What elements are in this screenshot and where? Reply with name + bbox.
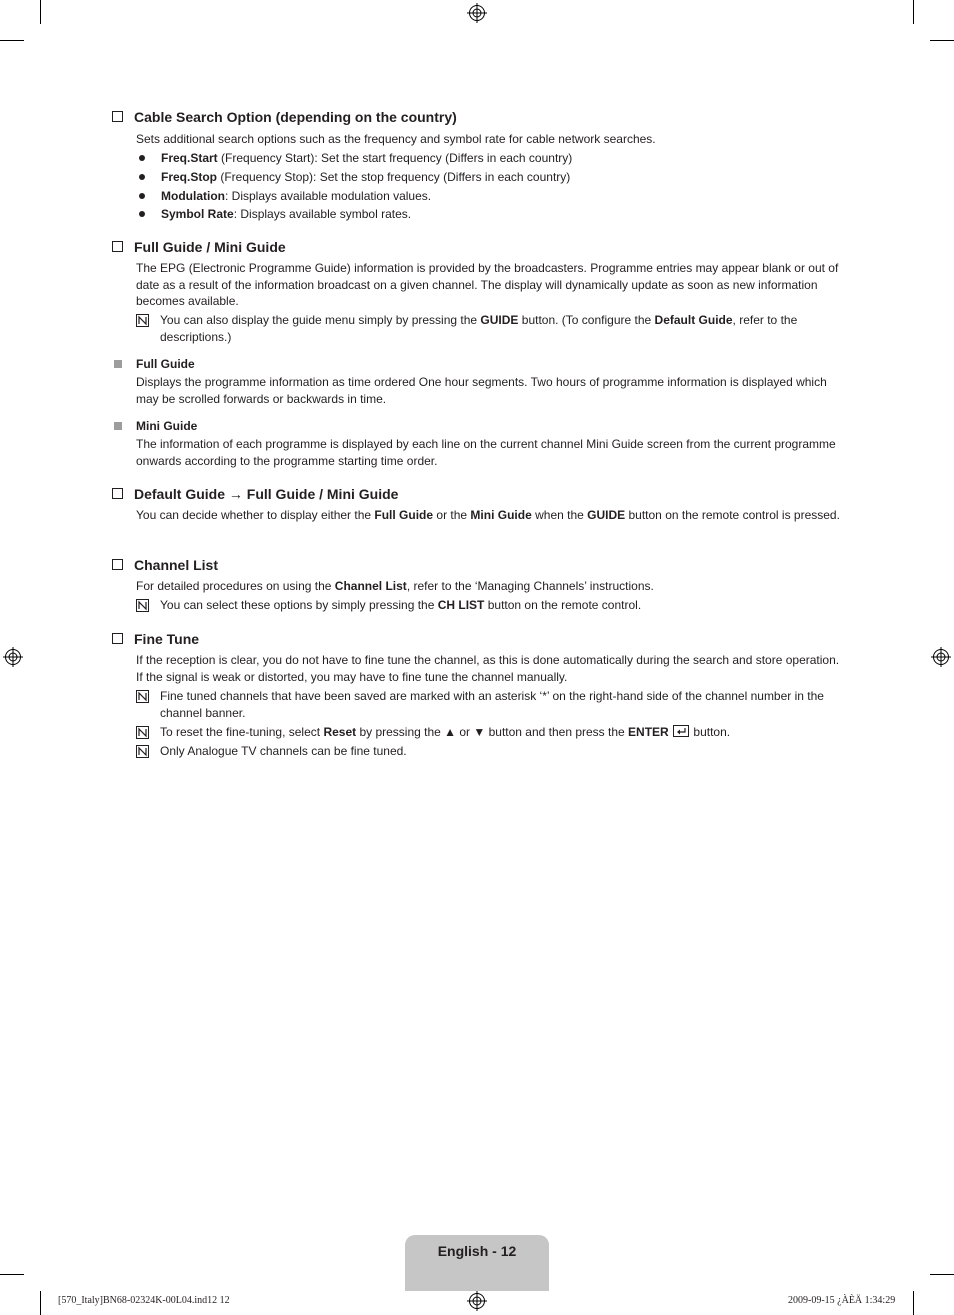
section-heading-default-guide: Default Guide → Full Guide / Mini Guide bbox=[112, 486, 398, 502]
list-item: Freq.Stop (Frequency Stop): Set the stop frequency (Differs in each country) bbox=[136, 169, 846, 185]
crop-mark bbox=[913, 1291, 914, 1315]
print-slug-left: [570_Italy]BN68-02324K-00L04.ind12 12 bbox=[58, 1295, 230, 1306]
section-heading-channel-list: Channel List bbox=[112, 557, 218, 573]
enter-icon bbox=[673, 725, 689, 737]
checkbox-bullet-icon bbox=[112, 241, 123, 252]
checkbox-bullet-icon bbox=[112, 488, 123, 499]
note-icon bbox=[136, 690, 149, 703]
square-bullet-icon bbox=[114, 360, 122, 368]
note-icon bbox=[136, 726, 149, 739]
mini-guide-body: The information of each programme is displayed by each line on the current channel Mini Guide screen from the current programme onwards according to the programme starting time order. bbox=[136, 437, 836, 468]
crop-mark bbox=[930, 1274, 954, 1275]
bullet-icon bbox=[139, 174, 145, 180]
bullet-icon bbox=[139, 211, 145, 217]
checkbox-bullet-icon bbox=[112, 111, 123, 122]
fine-tune-body: If the reception is clear, you do not have to fine tune the channel, as this is done automatically during the search and store operation. If the signal is weak or distorted, you may have to fine tune the channel manually. bbox=[136, 653, 840, 684]
section-heading-fine-tune: Fine Tune bbox=[112, 631, 199, 647]
channel-list-body: For detailed procedures on using the Channel List, refer to the ‘Managing Channels’ instructions. bbox=[136, 579, 654, 593]
bullet-icon bbox=[139, 193, 145, 199]
registration-mark-icon bbox=[467, 1291, 487, 1311]
note-icon bbox=[136, 314, 149, 327]
subheading-mini-guide: Mini Guide bbox=[114, 419, 197, 433]
crop-mark bbox=[0, 40, 24, 41]
section-heading-cable-search: Cable Search Option (depending on the country) bbox=[112, 109, 457, 125]
note-icon bbox=[136, 745, 149, 758]
crop-mark bbox=[0, 1274, 24, 1275]
square-bullet-icon bbox=[114, 422, 122, 430]
bullet-icon bbox=[139, 155, 145, 161]
note: Fine tuned channels that have been saved are marked with an asterisk ‘*’ on the right-hand side of the channel number in the channel banner. bbox=[136, 688, 846, 721]
note: You can also display the guide menu simply by pressing the GUIDE button. (To configure the Default Guide, refer to the descriptions.) bbox=[136, 312, 846, 345]
registration-mark-icon bbox=[3, 647, 23, 667]
checkbox-bullet-icon bbox=[112, 633, 123, 644]
note: To reset the fine-tuning, select Reset by pressing the ▲ or ▼ button and then press the ENTER button. bbox=[136, 724, 846, 741]
subheading-full-guide: Full Guide bbox=[114, 357, 195, 371]
print-slug-right: 2009-09-15 ¿ÀÈÄ 1:34:29 bbox=[788, 1295, 896, 1306]
list-item: Freq.Start (Frequency Start): Set the start frequency (Differs in each country) bbox=[136, 150, 846, 166]
crop-mark bbox=[930, 40, 954, 41]
list-item: Modulation: Displays available modulation values. bbox=[136, 188, 846, 204]
crop-mark bbox=[40, 1291, 41, 1315]
default-guide-body: You can decide whether to display either the Full Guide or the Mini Guide when the GUIDE button on the remote control is pressed. bbox=[136, 508, 840, 522]
list-item: Symbol Rate: Displays available symbol rates. bbox=[136, 206, 846, 222]
checkbox-bullet-icon bbox=[112, 559, 123, 570]
full-guide-body: Displays the programme information as time ordered One hour segments. Two hours of programme information is displayed which may be scrolled forwards or backwards in time. bbox=[136, 375, 827, 406]
crop-mark bbox=[40, 0, 41, 24]
note: You can select these options by simply pressing the CH LIST button on the remote control. bbox=[136, 597, 846, 614]
note-icon bbox=[136, 599, 149, 612]
note: Only Analogue TV channels can be fine tuned. bbox=[136, 743, 846, 760]
full-mini-guide-body: The EPG (Electronic Programme Guide) information is provided by the broadcasters. Programme entries may appear blank or out of date as a result of the information broadcast on a given channel. The display will dynamically update as soon as new information becomes available. bbox=[136, 261, 839, 308]
page-number: English - 12 bbox=[437, 1243, 517, 1259]
registration-mark-icon bbox=[467, 3, 487, 23]
crop-mark bbox=[913, 0, 914, 24]
page-number-tab bbox=[405, 1235, 549, 1291]
section-heading-full-mini-guide: Full Guide / Mini Guide bbox=[112, 239, 286, 255]
cable-search-intro: Sets additional search options such as the frequency and symbol rate for cable network searches. bbox=[136, 132, 656, 146]
registration-mark-icon bbox=[931, 647, 951, 667]
